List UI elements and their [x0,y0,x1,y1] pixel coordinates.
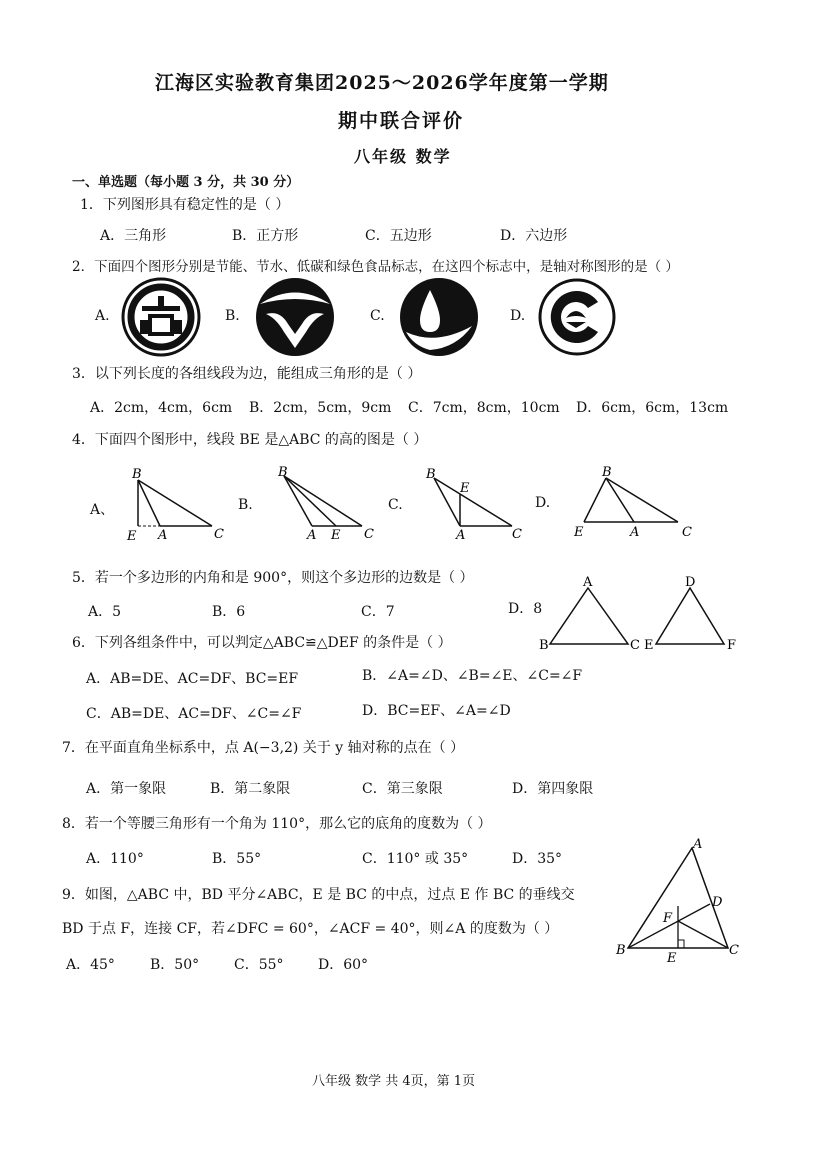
label-e: E [644,638,654,653]
congruent-triangles-figure [534,574,744,656]
q3-option-c: C．7cm，8cm，10cm [408,400,560,416]
q5-option-d: D．8 [508,601,543,617]
exam-title: 江海区实验教育集团2025～2026学年度第一学期 [155,72,609,94]
label-c: C [630,638,640,653]
low-carbon-logo [396,276,482,358]
q3-option-b: B．2cm，5cm，9cm [249,400,392,416]
q6-option-d: D．BC=EF、∠A=∠D [362,703,511,719]
q2-option-c: C. [370,308,385,324]
q6-option-c: C．AB=DE、AC=DF、∠C=∠F [86,706,302,722]
q5-stem: 5．若一个多边形的内角和是 900°，则这个多边形的边数是（ ） [72,570,474,586]
q9-stem-line2: BD 于点 F，连接 CF，若∠DFC = 60°，∠ACF = 40°，则∠A 的度数为（ ） [62,921,559,937]
q4-figure-c [420,462,532,544]
page-footer: 八年级 数学 共 4页，第 1页 [312,1074,476,1089]
q4-figure-a [120,466,232,544]
exam-subtitle: 期中联合评价 [338,110,465,132]
label-c: C [682,525,692,540]
q8-option-a: A．110° [86,851,144,867]
label-a: A [307,528,317,543]
label-f: F [663,911,673,926]
q2-option-d: D. [510,308,526,324]
label-e: E [574,525,584,540]
q1-option-c: C．五边形 [365,228,432,244]
q5-option-c: C．7 [361,604,395,620]
q7-option-a: A．第一象限 [86,781,167,797]
section-heading: 一、单选题（每小题 3 分，共 30 分） [72,175,300,190]
q4-figure-b [270,462,382,544]
q4-figure-d [570,462,700,542]
label-a: A [158,528,168,543]
q9-option-a: A．45° [66,957,115,973]
q4-option-b: B. [238,497,253,513]
q9-option-b: B．50° [150,957,200,973]
q3-option-a: A．2cm，4cm，6cm [90,400,233,416]
water-saving-logo [252,276,338,358]
label-a: A [693,837,703,852]
q4-option-a: A、 [90,502,115,518]
q4-option-c: C. [388,497,403,513]
label-d: D [685,575,696,590]
label-b: B [616,943,626,958]
label-c: C [729,943,739,958]
label-b: B [602,465,612,480]
label-e: E [331,528,341,543]
label-e: E [127,529,137,544]
label-b: B [132,467,142,482]
label-b: B [539,638,549,653]
label-e: E [667,951,677,966]
q5-option-a: A．5 [88,604,122,620]
q4-stem: 4．下面四个图形中，线段 BE 是△ABC 的高的图是（ ） [72,432,428,448]
label-f: F [727,638,737,653]
q6-option-a: A．AB=DE、AC=DF、BC=EF [86,671,299,687]
q9-option-c: C．55° [234,957,284,973]
label-d: D [712,895,723,910]
label-a: A [630,525,640,540]
label-c: C [364,527,374,542]
q3-option-d: D．6cm，6cm，13cm [576,400,729,416]
q8-stem: 8．若一个等腰三角形有一个角为 110°，那么它的底角的度数为（ ） [62,816,492,832]
q7-option-b: B．第二象限 [210,781,291,797]
label-b: B [426,467,436,482]
grade-subject: 八年级 数学 [354,147,452,166]
label-b: B [278,465,288,480]
q1-stem: 1．下列图形具有稳定性的是（ ） [80,197,290,213]
q7-option-c: C．第三象限 [362,781,443,797]
label-c: C [512,527,522,542]
q2-option-a: A. [95,308,110,324]
q7-stem: 7．在平面直角坐标系中，点 A(−3,2) 关于 y 轴对称的点在（ ） [62,740,465,756]
q3-stem: 3．以下列长度的各组线段为边，能组成三角形的是（ ） [72,366,422,382]
q1-option-b: B．正方形 [232,228,299,244]
label-c: C [214,527,224,542]
q1-option-a: A．三角形 [100,228,167,244]
q6-option-b: B．∠A=∠D、∠B=∠E、∠C=∠F [362,668,583,684]
q1-option-d: D．六边形 [500,228,568,244]
green-food-logo [536,276,618,358]
q9-triangle-figure [612,836,752,972]
energy-saving-logo [120,276,202,358]
q2-stem: 2．下面四个图形分别是节能、节水、低碳和绿色食品标志，在这四个标志中，是轴对称图形的是（ ） [72,259,679,275]
q7-option-d: D．第四象限 [512,781,594,797]
label-a: A [456,528,466,543]
q8-option-b: B．55° [212,851,262,867]
q2-option-b: B. [225,308,240,324]
q8-option-d: D．35° [512,851,563,867]
label-a: A [583,575,593,590]
q6-stem: 6．下列各组条件中，可以判定△ABC≌△DEF 的条件是（ ） [72,635,452,651]
q9-stem-line1: 9．如图，△ABC 中，BD 平分∠ABC，E 是 BC 的中点，过点 E 作 BC 的垂线交 [62,887,575,903]
q5-option-b: B．6 [212,604,246,620]
q9-option-d: D．60° [318,957,369,973]
q8-option-c: C．110° 或 35° [362,851,469,867]
q4-option-d: D. [535,495,551,511]
label-e: E [460,481,470,496]
